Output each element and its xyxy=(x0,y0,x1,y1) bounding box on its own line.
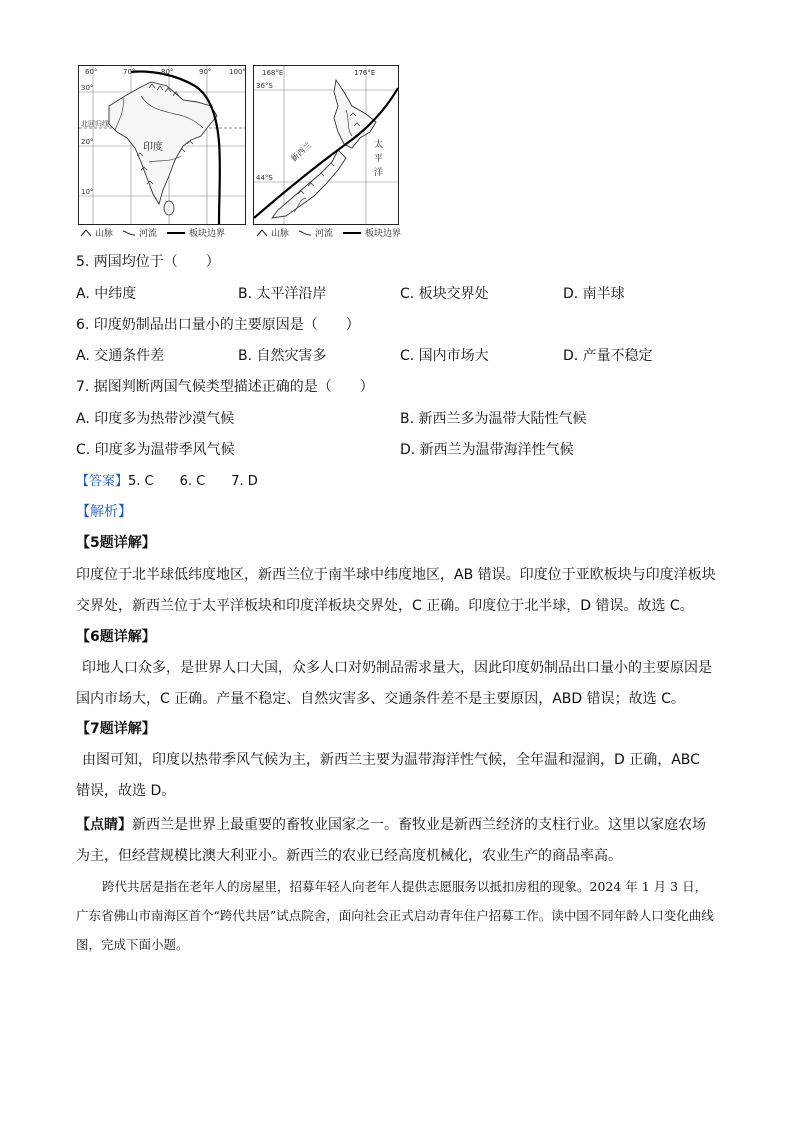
question-5-stem: 5. 两国均位于（ ） xyxy=(76,254,220,270)
question-5-option-d: D. 南半球 xyxy=(563,286,625,302)
answer-text: 5. C 6. C 7. D xyxy=(128,474,258,489)
legend-boundary-label: 板块边界 xyxy=(365,229,402,239)
india-country-label: 印度 xyxy=(143,142,163,153)
mountain-icon xyxy=(256,229,268,237)
analysis-tag: 【解析】 xyxy=(76,504,132,520)
detail-7-text: 由图可知，印度以热带季风气候为主，新西兰主要为温带海洋性气候，全年温和湿润，D 正确，ABC 错误，故选 D。 xyxy=(76,752,700,799)
tip-tag: 【点睛】 xyxy=(76,817,132,833)
detail-5-text: 印度位于北半球低纬度地区，新西兰位于南半球中纬度地区，AB 错误。印度位于亚欧板块与印度洋板块交界处，新西兰位于太平洋板块和印度洋板块交界处，C 正确。印度位于北半球，D 错误。故选 C。 xyxy=(76,567,716,614)
detail-6-tag: 【6题详解】 xyxy=(76,629,156,645)
india-lon-label: 90° xyxy=(199,68,212,76)
answer-tag: 【答案】 xyxy=(76,474,129,489)
india-lat-label: 20° xyxy=(81,138,94,146)
question-6-option-a: A. 交通条件差 xyxy=(76,348,165,364)
india-lon-label: 60° xyxy=(85,68,98,76)
legend-river-label: 河流 xyxy=(139,229,158,239)
tropic-label: 北回归线 xyxy=(81,120,109,128)
legend-mountain-label: 山脉 xyxy=(95,229,114,239)
nz-country-label: 新西兰 xyxy=(289,140,314,164)
tip-paragraph xyxy=(76,810,716,872)
question-5-option-a: A. 中纬度 xyxy=(76,286,137,302)
river-icon xyxy=(122,229,136,237)
legend-river-label: 河流 xyxy=(315,229,334,239)
answer-line xyxy=(76,470,258,489)
india-lat-label: 10° xyxy=(81,188,94,196)
boundary-line-icon xyxy=(166,229,186,237)
new-zealand-map xyxy=(253,65,399,225)
question-6-option-d: D. 产量不稳定 xyxy=(563,348,653,364)
tip-text: 新西兰是世界上最重要的畜牧业国家之一。畜牧业是新西兰经济的支柱行业。这里以家庭农场为主，但经营规模比澳大利亚小。新西兰的农业已经高度机械化，农业生产的商品率高。 xyxy=(76,817,706,864)
question-7-option-a: A. 印度多为热带沙漠气候 xyxy=(76,411,235,427)
question-6-option-b: B. 自然灾害多 xyxy=(238,348,327,364)
next-passage: 跨代共居是指在老年人的房屋里，招募年轻人向老年人提供志愿服务以抵扣房租的现象。2024 年 1 月 3 日，广东省佛山市南海区首个“跨代共居”试点院舍，面向社会正式启动青年住户招募工作。读中国不同年龄人口变化曲线图，完成下面小题。 xyxy=(76,879,714,952)
nz-lat-label: 36°S xyxy=(256,82,273,90)
nz-lon-label: 168°E xyxy=(262,69,284,77)
question-6-option-c: C. 国内市场大 xyxy=(400,348,489,364)
boundary-line-icon xyxy=(342,229,362,237)
india-lon-label: 70° xyxy=(123,68,136,76)
india-map-legend xyxy=(80,226,225,239)
question-5-option-b: B. 太平洋沿岸 xyxy=(238,286,327,302)
india-map xyxy=(78,65,246,225)
nz-map-legend xyxy=(256,226,401,239)
question-5-option-c: C. 板块交界处 xyxy=(400,286,489,302)
detail-5-tag: 【5题详解】 xyxy=(76,535,156,551)
detail-7-tag: 【7题详解】 xyxy=(76,721,156,737)
question-7-option-d: D. 新西兰为温带海洋性气候 xyxy=(400,442,574,458)
india-map-svg xyxy=(79,66,245,224)
legend-mountain-label: 山脉 xyxy=(271,229,290,239)
pacific-ocean-label: 太 平 洋 xyxy=(374,140,384,178)
nz-lat-label: 44°S xyxy=(256,174,273,182)
river-icon xyxy=(298,229,312,237)
mountain-icon xyxy=(80,229,92,237)
question-7-stem: 7. 据图判断两国气候类型描述正确的是（ ） xyxy=(76,379,374,395)
question-7-option-b: B. 新西兰多为温带大陆性气候 xyxy=(400,411,587,427)
nz-lon-label: 176°E xyxy=(354,69,376,77)
india-lon-label: 100° xyxy=(229,68,245,76)
legend-boundary-label: 板块边界 xyxy=(189,229,226,239)
india-lat-label: 30° xyxy=(81,84,94,92)
detail-6-text: 印地人口众多，是世界人口大国，众多人口对奶制品需求量大，因此印度奶制品出口量小的主要原因是国内市场大，C 正确。产量不稳定、自然灾害多、交通条件差不是主要原因，ABD 错误；故选 C。 xyxy=(76,660,712,707)
india-lon-label: 80° xyxy=(161,68,174,76)
question-6-stem: 6. 印度奶制品出口量小的主要原因是（ ） xyxy=(76,317,360,333)
question-7-option-c: C. 印度多为温带季风气候 xyxy=(76,442,235,458)
